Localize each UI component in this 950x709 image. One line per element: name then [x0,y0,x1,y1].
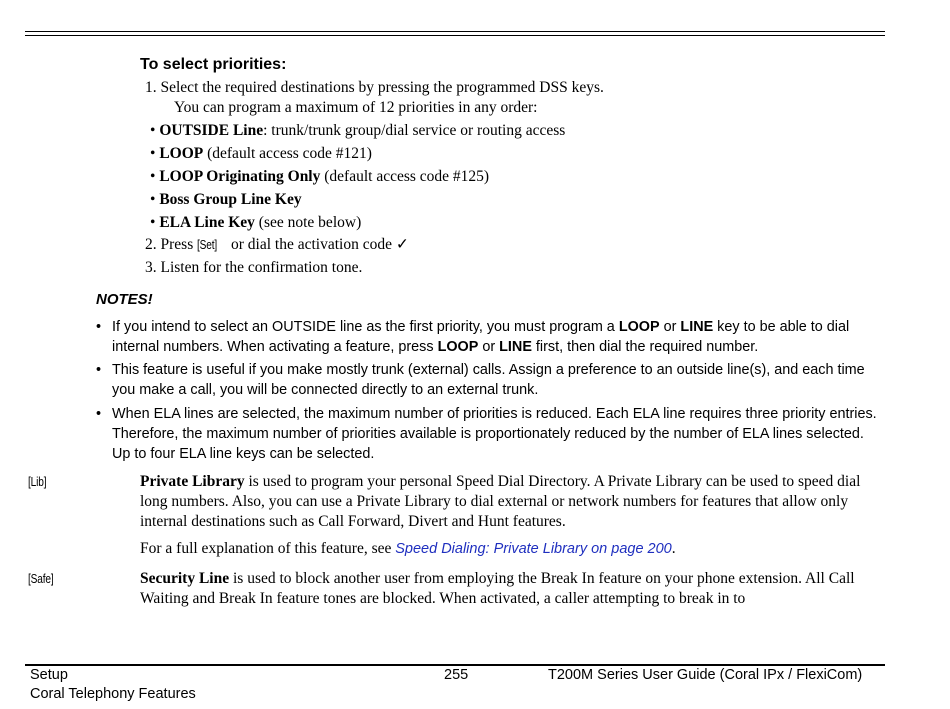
bullet-outside-line-bold: OUTSIDE Line [159,122,264,139]
footer-guide-title: T200M Series User Guide (Coral IPx / FlexiCom) [548,667,863,683]
note-3: When ELA lines are selected, the maximum number of priorities is reduced. Each ELA line requires three priority entries. Therefore, the maximum number of priorities available is proportionately reduced by the number of ELA lines selected. Up to four ELA line keys can be selected. [112,406,877,462]
private-library-link[interactable]: Speed Dialing: Private Library on page 200 [395,541,672,557]
step-3-text: Listen for the confirmation tone. [160,259,363,276]
note-1-line: LINE [680,319,714,335]
footer-chapter: Coral Telephony Features [30,686,196,702]
section-heading: To select priorities: [140,56,287,73]
header-rule-top [25,31,885,32]
bullet-ela-line-text: (see note below) [254,214,362,231]
step-2-number: 2. [145,236,157,253]
bullet-loop-text: (default access code #121) [203,145,372,162]
footer-section: Setup [30,667,68,683]
bullet-ela-line: • ELA Line Key (see note below) [150,214,362,231]
header-rule-bottom [25,35,885,36]
note-1-part: or [478,339,500,355]
note-1 [112,317,884,357]
reference-post: . [671,540,676,557]
note-2: This feature is useful if you make mostly trunk (external) calls. Assign a preference to an outside line(s), and each time you make a call, you will be connected directly to an external trunk. [112,362,865,398]
private-library-title: Private Library [140,473,245,490]
step-1-text: Select the required destinations by pressing the programmed DSS keys. [160,79,604,96]
safe-key-label: [Safe] [28,571,54,586]
bullet-loop: • LOOP (default access code #121) [150,145,372,162]
security-line-title: Security Line [140,570,230,587]
step-2 [145,235,409,255]
step-2-pre: Press [160,236,194,253]
step-2-post: or dial the activation code ✓ [230,236,409,253]
bullet-outside-line-text: : trunk/trunk group/dial service or routing access [263,122,566,139]
notes-title: NOTES! [96,291,153,308]
reference-pre: For a full explanation of this feature, see [140,540,396,557]
private-library-text: is used to program your personal Speed Dial Directory. A Private Library can be used to speed dial long numbers. Also, you can use a Private Library to dial external or network numbers for features that allow only internal destinations such as Call Forward, Divert and Hunt features. [140,473,861,530]
note-1-loop: LOOP [618,319,660,335]
security-line-paragraph [140,569,885,609]
note-1-part: or [659,319,681,335]
bullet-boss-group-bold: Boss Group Line Key [159,191,302,208]
page-number: 255 [444,667,469,683]
step-1-number: 1. [145,79,157,96]
set-key-label: [Set] [197,237,218,252]
note-3-bullet: • [96,406,102,422]
step-3 [145,258,362,278]
note-1-part: first, then dial the required number. [531,339,759,355]
bullet-loop-originating-text: (default access code #125) [320,168,490,185]
security-line-text: is used to block another user from employing the Break In feature on your phone extension. All Call Waiting and Break In feature tones are blocked. When activated, a caller attempting to break in to [140,570,855,607]
private-library-reference [140,539,885,559]
footer-rule [25,664,885,666]
step-1 [145,78,604,98]
bullet-loop-originating-bold: LOOP Originating Only [159,168,321,185]
note-1-line: LINE [499,339,532,355]
lib-key-label: [Lib] [28,474,47,489]
note-1-bullet: • [96,319,102,335]
bullet-boss-group: • Boss Group Line Key [150,191,302,208]
safe-key-container [28,570,61,588]
note-1-part: key to be able to dial internal numbers. When activating a feature, press [112,319,850,355]
lib-key-container [28,473,52,491]
note-1-part: If you intend to select an OUTSIDE line as the first priority, you must program a [112,319,619,335]
step-3-number: 3. [145,259,157,276]
private-library-paragraph [140,472,885,532]
note-1-loop: LOOP [437,339,479,355]
bullet-loop-originating: • LOOP Originating Only (default access code #125) [150,168,490,185]
bullet-outside-line: • OUTSIDE Line: trunk/trunk group/dial service or routing access [150,122,566,139]
bullet-loop-bold: LOOP [159,145,204,162]
note-2-bullet: • [96,362,102,378]
bullet-ela-line-bold: ELA Line Key [159,214,255,231]
step-1-subtext: You can program a maximum of 12 priorities in any order: [174,99,538,116]
